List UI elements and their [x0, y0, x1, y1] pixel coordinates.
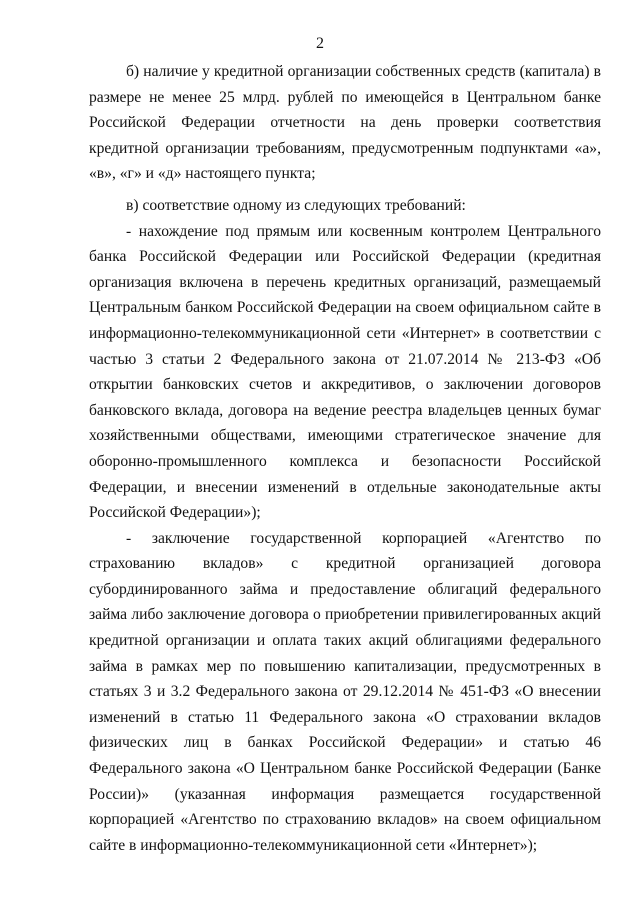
document-body [89, 59, 601, 858]
paragraph-agency-agreement: - заключение государственной корпорацией «Агентство по страхованию вкладов» с кредитной организацией договора субординированного займа и предоставление облигаций федерального займа либо заключение договора о приобретении привилегированных акций кредитной организации и оплата таких акций облигациями федерального займа в рамках мер по повышению капитализации, предусмотренных в статьях 3 и 3.2 Федерального закона от 29.12.2014 № 451-ФЗ «О внесении изменений в статью 11 Федерального закона «О страховании вкладов физических лиц в банках Российской Федерации» и статью 46 Федерального закона «О Центральном банке Российской Федерации (Банке России)» (указанная информация размещается государственной корпорацией «Агентство по страхованию вкладов» на своем официальном сайте в информационно-телекоммуникационной сети «Интернет»); [89, 529, 601, 854]
page-number: 2 [316, 35, 324, 52]
paragraph-capital-requirement: б) наличие у кредитной организации собственных средств (капитала) в размере не менее 25 млрд. рублей по имеющейся в Центральном банке Российской Федерации отчетности на день проверки соответствия кредитной организации требованиям, предусмотренным подпунктами «а», «в», «г» и «д» настоящего пункта; [89, 63, 601, 183]
paragraph-requirements-intro: в) соответствие одному из следующих требований: [126, 196, 466, 214]
paragraph-control-condition: - нахождение под прямым или косвенным контролем Центрального банка Российской Федерации или Российской Федерации (кредитная организация включена в перечень кредитных организаций, размещаемый Центральным банком Российской Федерации на своем официальном сайте в информационно-телекоммуникационной сети «Интернет» в соответствии с частью 3 статьи 2 Федерального закона от 21.07.2014 № 213-ФЗ «Об открытии банковских счетов и аккредитивов, о заключении договоров банковского вклада, договора на ведение реестра владельцев ценных бумаг хозяйственными обществами, имеющими стратегическое значение для оборонно-промышленного комплекса и безопасности Российской Федерации, и внесении изменений в отдельные законодательные акты Российской Федерации»); [89, 222, 601, 522]
